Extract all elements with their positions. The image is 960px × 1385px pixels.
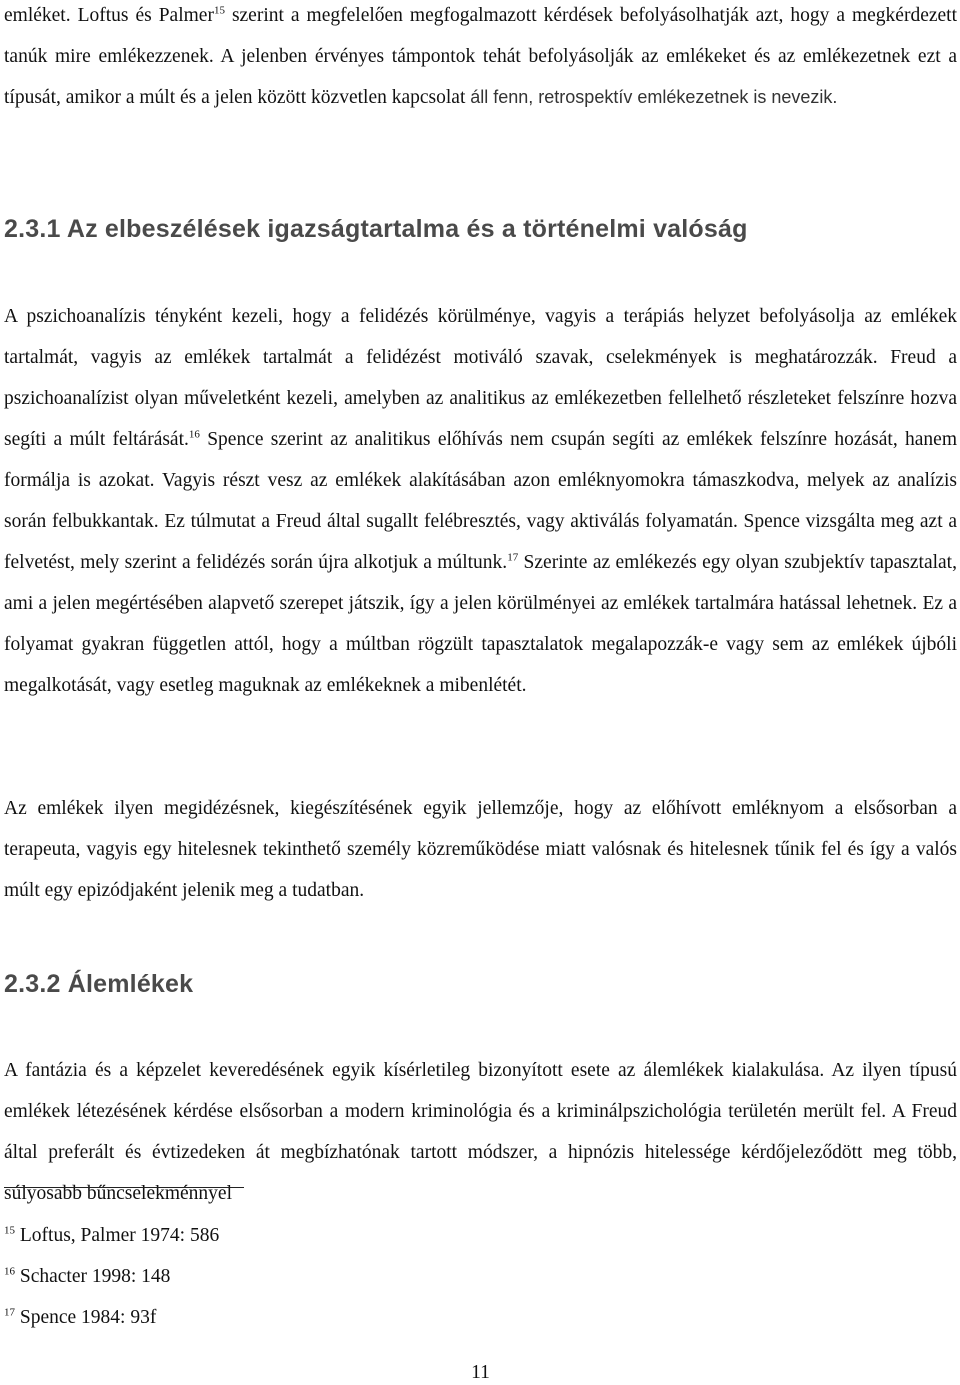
top-paragraph xyxy=(4,0,957,118)
footnote-17 xyxy=(4,1306,156,1330)
section-2-3-1-paragraph-1 xyxy=(4,296,957,706)
footnote-15 xyxy=(4,1224,219,1248)
footnote-ref-16: 16 xyxy=(188,428,200,441)
section-2-3-1-paragraph-2: Az emlékek ilyen megidézésnek, kiegészítésének egyik jellemzője, hogy az előhívott emléknyom a elsősorban a terapeuta, vagyis egy hitelesnek tekinthető személy közreműködése miatt valósnak és hitelesnek tűnik fel és így a valós múlt egy epizódjaként jelenik meg a tudatban. xyxy=(4,798,957,901)
paragraph-text-c: Szerinte az emlékezés egy olyan szubjektív tapasztalat, ami a jelen megértésében alapvető szerepet játszik, így a jelen körülményei az emlékek tartalmára hatással lehetnek. Ez a folyamat gyakran független attól, hogy a múltban rögzült tapasztalatok megalapozzák-e vagy sem az emlékek újbóli megalkotását, vagy esetleg maguknak az emlékeknek a mibenlétét. xyxy=(4,552,957,696)
top-paragraph-text-1: emléket. Loftus és Palmer xyxy=(4,5,214,26)
top-paragraph-text-2: szerint a megfelelően megfogalmazott kérdések befolyásolhatják azt, hogy a megkérdezett tanúk mire emlékezzenek. A jelenben érvényes támpontok tehát befolyásolják az emlékeket és az emlékezetnek ezt a típusát, amikor a múlt és a jelen között közvetlen kapcsolat xyxy=(4,5,957,108)
footnote-number: 17 xyxy=(4,1306,15,1319)
footnote-ref-17: 17 xyxy=(507,551,519,564)
footnote-16 xyxy=(4,1265,170,1289)
footnote-number: 15 xyxy=(4,1224,15,1237)
footnote-ref-15: 15 xyxy=(213,4,225,17)
top-paragraph-sans-text: áll fenn, retrospektív emlékezetnek is nevezik. xyxy=(470,87,838,107)
paragraph-text-b: Spence szerint az analitikus előhívás nem csupán segíti az emlékek felszínre hozását, hanem formálja is azokat. Vagyis részt vesz az emlékek alakításában azon emléknyomokra támaszkodva, melyek az analízis során felbukkantak. Ez túlmutat a Freud által sugallt felébresztés, vagy aktiválás folyamatán. Spence vizsgálta meg azt a felvetést, mely szerint a felidézés során újra alkotjuk a múltunk. xyxy=(4,429,957,573)
section-heading-2-3-2: 2.3.2 Álemlékek xyxy=(4,970,194,998)
section-2-3-2-paragraph-1: A fantázia és a képzelet keveredésének egyik kísérletileg bizonyított esete az álemlékek kialakulása. Az ilyen típusú emlékek létezésének kérdése elsősorban a modern kriminológia és a kriminálpszichológia területén merült fel. A Freud által preferált és évtizedeken át megbízhatónak tartott módszer, a hipnózis hitelessége kérdőjeleződött meg több, súlyosabb bűncselekménnyel xyxy=(4,1060,957,1204)
footnote-number: 16 xyxy=(4,1265,15,1278)
footnote-text: Spence 1984: 93f xyxy=(19,1307,157,1328)
footnote-text: Loftus, Palmer 1974: 586 xyxy=(19,1225,220,1246)
footnote-text: Schacter 1998: 148 xyxy=(19,1266,171,1287)
section-heading-2-3-1: 2.3.1 Az elbeszélések igazságtartalma és a történelmi valóság xyxy=(4,215,748,243)
document-page xyxy=(4,0,957,1383)
page-number: 11 xyxy=(471,1362,490,1383)
footnote-separator xyxy=(4,1187,244,1188)
paragraph-text-a: A pszichoanalízis tényként kezeli, hogy a felidézés körülménye, vagyis a terápiás helyzet befolyásolja az emlékek tartalmát, vagyis az emlékek tartalmát a felidézést motiváló szavak, cselekmények is meghatározzák. Freud a pszichoanalízist olyan műveletként kezeli, amelyben az analitikus az emlékezetben fellelhető részleteket felszínre hozva segíti a múlt feltárását. xyxy=(4,306,957,450)
